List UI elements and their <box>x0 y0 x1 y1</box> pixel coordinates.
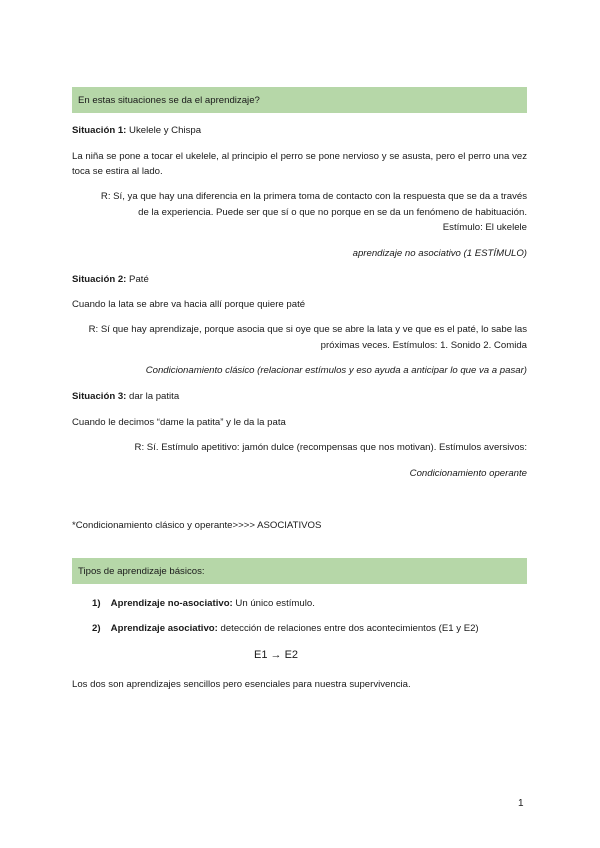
answer-3-line-1: R: Sí. Estímulo apetitivo: jamón dulce (recompensas que nos motivan). Estímulos aversivos: <box>134 442 527 453</box>
situation-label: Situación 1: <box>72 125 127 136</box>
situation-label: Situación 3: <box>72 391 127 402</box>
situation-2-heading <box>72 273 149 286</box>
list-item <box>92 622 479 635</box>
list-number: 1) <box>92 598 101 609</box>
situation-title: dar la patita <box>129 391 180 402</box>
situation-1-classification: aprendizaje no asociativo (1 ESTÍMULO) <box>352 248 527 259</box>
situation-label: Situación 2: <box>72 274 127 285</box>
conclusion: Los dos son aprendizajes sencillos pero esenciales para nuestra supervivencia. <box>72 679 411 690</box>
situation-2-description: Cuando la lata se abre va hacia allí porque quiere paté <box>72 299 306 310</box>
answer-2-line-1: R: Sí que hay aprendizaje, porque asocia que si oye que se abre la lata y ve que es el paté, lo sabe las <box>88 324 527 335</box>
situation-title: Paté <box>129 274 149 285</box>
section-heading-banner <box>72 87 527 113</box>
situation-3-description: Cuando le decimos “dame la patita” y le da la pata <box>72 417 286 428</box>
situation-3-heading <box>72 390 179 403</box>
section-heading-banner <box>72 558 527 584</box>
situation-1-heading <box>72 124 201 137</box>
situation-1-description: La niña se pone a tocar el ukelele, al principio el perro se pone nervioso y se asusta, pero el perro una vez toca se estira al lado. <box>72 151 527 177</box>
answer-1-line-3: Estímulo: El ukelele <box>442 222 527 233</box>
associative-note: *Condicionamiento clásico y operante>>>> ASOCIATIVOS <box>72 520 322 531</box>
list-number: 2) <box>92 623 101 634</box>
section-heading: En estas situaciones se da el aprendizaje? <box>78 94 260 106</box>
answer-2-line-2: próximas veces. Estímulos: 1. Sonido 2. Comida <box>320 340 527 351</box>
answer-1-line-2: de la experiencia. Puede ser que sí o que no porque en se da un fenómeno de habituación. <box>138 207 527 218</box>
answer-1-line-1: R: Sí, ya que hay una diferencia en la primera toma de contacto con la respuesta que se da a través <box>100 191 527 202</box>
list-text: detección de relaciones entre dos acontecimientos (E1 y E2) <box>217 623 479 634</box>
section-heading: Tipos de aprendizaje básicos: <box>78 565 205 577</box>
list-text: Un único estímulo. <box>232 598 315 609</box>
formula: E1 → E2 <box>254 649 299 661</box>
list-item <box>92 597 315 610</box>
list-term: Aprendizaje no-asociativo: <box>110 598 233 609</box>
list-term: Aprendizaje asociativo: <box>110 623 218 634</box>
situation-title: Ukelele y Chispa <box>129 125 202 136</box>
situation-2-classification: Condicionamiento clásico (relacionar estímulos y eso ayuda a anticipar lo que va a pasar) <box>145 365 527 376</box>
page-number: 1 <box>518 798 524 809</box>
situation-3-classification: Condicionamiento operante <box>409 468 527 479</box>
